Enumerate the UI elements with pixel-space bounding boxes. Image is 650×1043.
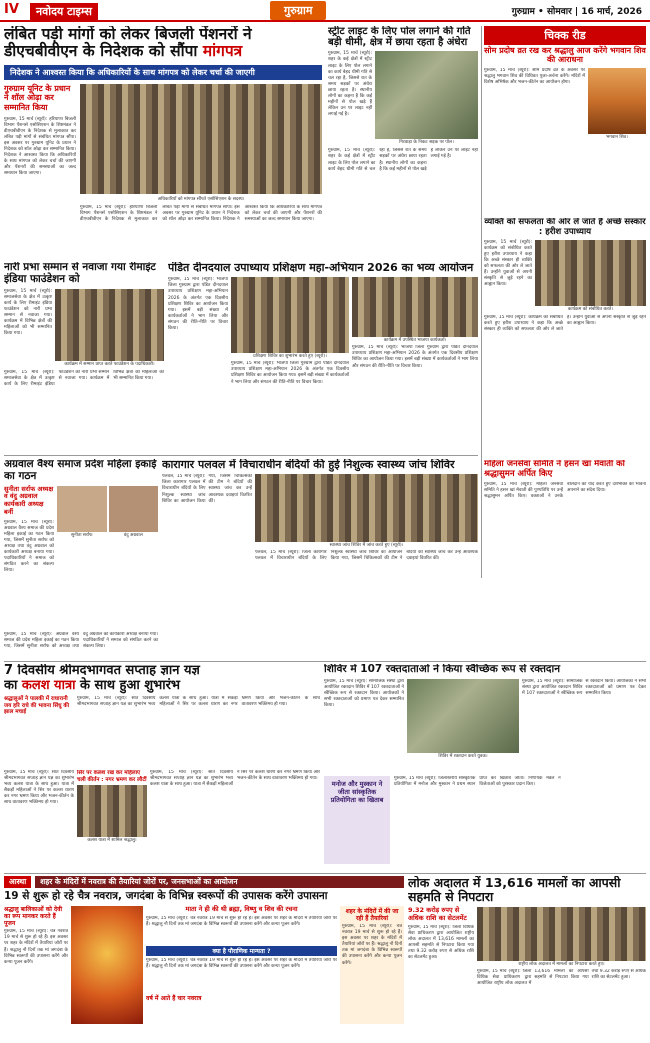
bhagwat-headline-2a: का [4, 677, 22, 693]
shiva-photo [588, 68, 646, 134]
pandit-body: गुरुग्राम, 15 मार्च (ब्यूरो): भाजपा जिला गुरुग्राम द्वारा पंडित दीनदयाल उपाध्याय प्रशिक्षण महा-अभियान 2026 के अंतर्गत एक दिवसीय प्रशिक्षण शिविर का आयोजन किया गया। इसमें बड़ी संख्या में कार्यकर्ताओं ने भाग लिया और संगठन की रीति-नीति पर विचार किया। [168, 277, 228, 331]
pandit-story [168, 262, 478, 452]
lead-story [4, 26, 322, 258]
pandit-body-3: गुरुग्राम, 15 मार्च (ब्यूरो): भाजपा जिला गुरुग्राम द्वारा पंडित दीनदयाल उपाध्याय प्रशिक्षण महा-अभियान 2026 के अंतर्गत एक दिवसीय प्रशिक्षण शिविर का आयोजन किया गया। इसमें बड़ी संख्या में कार्यकर्ताओं ने भाग लिया और संगठन की रीति-नीति पर विचार किया। [352, 345, 478, 369]
bhagwat-headline-2b: कलश यात्रा [21, 677, 76, 693]
navratra-body-2: गुरुग्राम, 15 मार्च (ब्यूरो): चैत्र नवरात्र 19 मार्च से शुरू हो रहे हैं। इस अवसर पर शहर के मंदिरों में तैयारियां जोरों पर हैं। श्रद्धालु नौ दिनों तक मां जगदंबा के विभिन्न स्वरूपों की उपासना करेंगे और कन्या पूजन करेंगे। [146, 915, 337, 927]
nari-body-continued: गुरुग्राम, 15 मार्च (ब्यूरो): समाजसेवा के क्षेत्र में उत्कृष्ट कार्य के लिए रीमाइंट इंडिया फाउंडेशन को नारी प्रभा सम्मान से नवाजा गया। कार्यक्रम में विभिन्न क्षेत्रों की महिलाओं को भी सम्मानित किया गया। [4, 369, 164, 387]
blood-body: गुरुग्राम, 15 मार्च (ब्यूरो): सामाजिक संस्था द्वारा आयोजित रक्तदान शिविर में 107 रक्तदाताओं ने स्वैच्छिक रूप से रक्तदान किया। आयोजकों ने सभी रक्तदाताओं को प्रमाण पत्र देकर सम्मानित किया। [324, 678, 404, 708]
navratra-bottom-kicker: वर्ष में आते हैं चार नवरात्र [146, 994, 202, 1002]
bhagwat-photo [77, 785, 147, 837]
vyakti-headline: व्यक्ति को सफलता की ओर ले जाते हैं अच्छे संस्कार : हरीश उपाध्याय [484, 218, 646, 237]
agarwal-headline: अग्रवाल वैश्य समाज प्रदेश महिला इकाई का गठन [4, 459, 157, 482]
blood-story [324, 664, 646, 774]
navratra-story [4, 876, 404, 1036]
lokadalat-photo [477, 907, 646, 961]
sunita-photo [57, 486, 107, 532]
karagar-headline: कारागार पलवल में विचाराधीन बंदियों की हुई निशुल्क स्वास्थ्य जांच शिविर [162, 459, 455, 471]
navratra-mid-head: माता ने ही की थी ब्रह्मा, विष्णु व शिव की रचना [185, 904, 298, 913]
divider [4, 455, 478, 456]
nari-body: गुरुग्राम, 15 मार्च (ब्यूरो): समाजसेवा के क्षेत्र में उत्कृष्ट कार्य के लिए रीमाइंट इंडिया फाउंडेशन को नारी प्रभा सम्मान से नवाजा गया। कार्यक्रम में विभिन्न क्षेत्रों की महिलाओं को भी सम्मानित किया गया। [4, 288, 52, 336]
divider [481, 26, 482, 578]
lead-headline-1: लंबित पड़ी मांगों को लेकर बिजली पेंशनरों ने [4, 26, 252, 43]
lead-photo-caption: अधिकारियों को मांगपत्र सौंपते एसोसिएशन के सदस्य। [157, 196, 245, 202]
divider [4, 873, 646, 874]
bhagwat-headline-2 [4, 679, 320, 694]
lead-sub-kicker: गुरुग्राम यूनिट के प्रधान ने शॉल ओढ़ा कर सम्मानित किया [4, 83, 71, 112]
streetlight-caption: गिरवाड़ा के निकट सड़क पर पोल। [399, 140, 454, 146]
vyakti-caption: कार्यक्रम को संबोधित करते। [567, 307, 614, 313]
chick-read-headline: सोम प्रदोष व्रत रख कर श्रद्धालु आज करेंगे भगवान शिव की आराधना [484, 46, 646, 64]
navratra-left-kicker: श्रद्धालु बालिकाओं को देवी का रूप मानकर करते हैं पूजन [4, 905, 63, 928]
streetlight-body: गुरुग्राम, 15 मार्च (ब्यूरो): शहर के कई क्षेत्रों में स्ट्रीट लाइट के लिए पोल लगाने का कार्य बेहद धीमी गति से चल रहा है, जिससे रात के समय सड़कों पर अंधेरा छाया रहता है। स्थानीय लोगों का कहना है कि कई महीनों से पोल खड़े हैं लेकिन उन पर लाइट नहीं लगाई गई है। [328, 51, 372, 117]
vyakti-body: गुरुग्राम, 15 मार्च (ब्यूरो): कार्यक्रम को संबोधित करते हुए हरीश उपाध्याय ने कहा कि अच्छे संस्कार ही व्यक्ति को सफलता की ओर ले जाते हैं। उन्होंने युवाओं से अपनी संस्कृति से जुड़े रहने का आह्वान किया। [484, 240, 532, 288]
lokadalat-kicker: 9.32 करोड़ रुपए से अधिक राशि का सेटलमेंट [408, 906, 467, 922]
agarwal-body-continued: गुरुग्राम, 15 मार्च (ब्यूरो): अग्रवाल वैश्य समाज की प्रदेश महिला इकाई का गठन किया गया, जिसमें सुनीता सर्राफ को अध्यक्ष तथा वंदु अग्रवाल को कार्यकारी अध्यक्ष बनाया गया। पदाधिकारियों ने समाज को संगठित करने का संकल्प लिया। [4, 631, 158, 649]
lokadalat-headline: लोक अदालत में 13,616 मामलों का आपसी सहमति से निपटारा [408, 876, 621, 904]
lead-body: गुरुग्राम, 15 मार्च (ब्यूरो): हरियाणा बिजली विभाग पेंशनर्स एसोसिएशन के शिष्टमंडल ने डीएचबीवीएन के निदेशक से मुलाकात कर लंबित पड़ी मांगों से संबंधित मांगपत्र सौंपा। इस अवसर पर गुरुग्राम यूनिट के प्रधान ने निदेशक को शॉल ओढ़ा कर सम्मानित किया। निदेशक ने आश्वस्त किया कि अधिकारियों के साथ मांगपत्र को लेकर चर्चा की जाएगी और पेंशनरों की समस्याओं का जल्द समाधान किया जाएगा। [4, 116, 76, 177]
lead-body-continued: गुरुग्राम, 15 मार्च (ब्यूरो): हरियाणा बिजली विभाग पेंशनर्स एसोसिएशन के शिष्टमंडल ने डीएचबीवीएन के निदेशक से मुलाकात कर लंबित पड़ी मांगों से संबंधित मांगपत्र सौंपा। इस अवसर पर गुरुग्राम यूनिट के प्रधान ने निदेशक को शॉल ओढ़ा कर सम्मानित किया। निदेशक ने आश्वस्त किया कि अधिकारियों के साथ मांगपत्र को लेकर चर्चा की जाएगी और पेंशनरों की समस्याओं का जल्द समाधान किया जाएगा। [80, 204, 322, 222]
lead-headline-2b: मांगपत्र [202, 42, 243, 61]
lead-headline-2 [4, 43, 322, 60]
section-badge: गुरुग्राम [270, 1, 326, 20]
manoj-badge: मनोज और मुस्कान ने जीता सांस्कृतिक प्रतियोगिता का खिताब [324, 776, 390, 864]
lead-strap: निदेशक ने आश्वस्त किया कि अधिकारियों के साथ मांगपत्र को लेकर चर्चा की जाएगी [4, 65, 322, 80]
navratra-tag: आस्था [4, 876, 31, 888]
nari-photo [55, 289, 164, 361]
chick-read-body: गुरुग्राम, 15 मार्च (ब्यूरो): सोम प्रदोष व्रत के अवसर पर श्रद्धालु भगवान शिव की विधिवत पूजा-अर्चना करेंगे। मंदिरों में विशेष अभिषेक और भजन-कीर्तन का आयोजन होगा। [484, 67, 585, 86]
lead-headline-2a: डीएचबीवीएन के निदेशक को सौंपा [4, 42, 203, 61]
navratra-band: शहर के मंदिरों में नवरात्र की तैयारियां जोरों पर, जनसभाओं का आयोजन [35, 876, 404, 888]
lokadalat-story [408, 876, 646, 1036]
lead-photo [80, 84, 322, 194]
streetlight-photo [375, 51, 478, 139]
sunita-caption: सुनीता सर्राफ [71, 532, 93, 538]
streetlight-body-continued: गुरुग्राम, 15 मार्च (ब्यूरो): शहर के कई क्षेत्रों में स्ट्रीट लाइट के लिए पोल लगाने का कार्य बेहद धीमी गति से चल रहा है, जिससे रात के समय सड़कों पर अंधेरा छाया रहता है। स्थानीय लोगों का कहना है कि कई महीनों से पोल खड़े हैं लेकिन उन पर लाइट नहीं लगाई गई है। [328, 148, 478, 172]
blood-headline: शिविर में 107 रक्तदाताओं ने किया स्वैच्छिक रूप से रक्तदान [324, 664, 561, 675]
shiva-caption: भगवान शिव। [606, 134, 628, 140]
pandit-caption-1: प्रशिक्षण शिविर का शुभारंभ करते हुए (ब्यूरो)। [253, 354, 327, 360]
blood-photo [407, 679, 519, 753]
streetlight-story [328, 26, 478, 258]
bhagwat-body: गुरुग्राम, 15 मार्च (ब्यूरो): सात दिवसीय श्रीमदभागवत सप्ताह ज्ञान यज्ञ का शुभारंभ भव्य कलश यात्रा के साथ हुआ। यात्रा में सैकड़ों महिलाओं ने सिर पर कलश धारण कर नगर भ्रमण किया और भजन-कीर्तन के साथ वातावरण भक्तिमय हो गया। [77, 696, 320, 708]
nari-caption: कार्यक्रम में सम्मान प्राप्त करते फाउंडेशन के पदाधिकारी। [64, 361, 155, 367]
karagar-photo [255, 474, 478, 542]
manoj-body: गुरुग्राम, 15 मार्च (ब्यूरो): जिलास्तरीय सांस्कृतिक प्रतियोगिता में मनोज और मुस्कान ने प्रथम स्थान प्राप्त कर खिताब जीता। निर्णायक मंडल ने विजेताओं को पुरस्कार प्रदान किए। [394, 776, 561, 788]
vandu-caption: वंदु अग्रवाल [123, 532, 143, 538]
navratra-body: गुरुग्राम, 15 मार्च (ब्यूरो): चैत्र नवरात्र 19 मार्च से शुरू हो रहे हैं। इस अवसर पर शहर के मंदिरों में तैयारियां जोरों पर हैं। श्रद्धालु नौ दिनों तक मां जगदंबा के विभिन्न स्वरूपों की उपासना करेंगे और कन्या पूजन करेंगे। [4, 929, 68, 965]
durga-image [71, 906, 143, 1024]
bhagwat-headline-1: 7 दिवसीय श्रीमदभागवत सप्ताह ज्ञान यज्ञ [4, 664, 200, 678]
navratra-headline: 19 से शुरू हो रहे चैत्र नवरात्र, जगदंबा के विभिन्न स्वरूपों की उपासक करेंगे उपासना [4, 890, 328, 902]
agarwal-sub: सुनीता सर्राफ अध्यक्ष व वंदु अग्रवाल कार्यकारी अध्यक्ष बनीं [4, 484, 54, 516]
bhagwat-story [4, 664, 320, 768]
navratra-temple-kicker: शहर के मंदिरों में की जा रही हैं तैयारियां [345, 907, 399, 922]
mahila-story [484, 460, 646, 578]
navratra-body-3: गुरुग्राम, 15 मार्च (ब्यूरो): चैत्र नवरात्र 19 मार्च से शुरू हो रहे हैं। इस अवसर पर शहर के मंदिरों में तैयारियां जोरों पर हैं। श्रद्धालु नौ दिनों तक मां जगदंबा के विभिन्न स्वरूपों की उपासना करेंगे और कन्या पूजन करेंगे। [146, 957, 337, 969]
lokadalat-body: गुरुग्राम, 15 मार्च (ब्यूरो): जिला विधिक सेवा प्राधिकरण द्वारा आयोजित राष्ट्रीय लोक अदालत में 13,616 मामलों का आपसी सहमति से निपटारा किया गया तथा 9.32 करोड़ रुपए से अधिक राशि का सेटलमेंट हुआ। [408, 924, 474, 960]
mahila-body: गुरुग्राम, 15 मार्च (ब्यूरो): महिला जनसेवा समिति ने हसन खां मेवाती की पुण्यतिथि पर उन्हें श्रद्धासुमन अर्पित किए। वक्ताओं ने उनके बलिदान को याद करते हुए देशभक्ति की भावना अपनाने का संदेश दिया। [484, 482, 646, 500]
pandit-caption-2: कार्यक्रम में उपस्थित भाजपा कार्यकर्ता। [383, 338, 447, 344]
blood-body-continued: गुरुग्राम, 15 मार्च (ब्यूरो): सामाजिक संस्था द्वारा आयोजित रक्तदान शिविर में 107 रक्तदाताओं ने स्वैच्छिक रूप से रक्तदान किया। आयोजकों ने सभी रक्तदाताओं को प्रमाण पत्र देकर सम्मानित किया। [522, 678, 646, 696]
pandit-headline: पंडित दीनदयाल उपाध्याय प्रशिक्षण महा-अभियान 2026 का भव्य आयोजन [168, 262, 474, 274]
blood-caption: शिविर में रक्तदान करते युवक। [438, 753, 488, 759]
manoj-story [324, 776, 646, 870]
streetlight-headline: स्ट्रीट लाइट के लिए पोल लगाने की गति बड़ी धीमी, क्षेत्र में छाया रहता है अंधेरा [328, 26, 471, 49]
karagar-body: पलवल, 15 मार्च (ब्यूरो): जिला कारागार पलवल में विचाराधीन बंदियों के लिए निशुल्क स्वास्थ्य जांच शिविर का आयोजन किया गया, जिसमें चिकित्सकों की टीम ने बंदियों की स्वास्थ्य जांच कर उन्हें आवश्यक दवाइयां वितरित कीं। [162, 474, 252, 504]
agarwal-story [4, 459, 158, 659]
vandu-photo [109, 486, 159, 532]
pandit-photo-1 [231, 277, 349, 353]
vyakti-body-continued: गुरुग्राम, 15 मार्च (ब्यूरो): कार्यक्रम को संबोधित करते हुए हरीश उपाध्याय ने कहा कि अच्छे संस्कार ही व्यक्ति को सफलता की ओर ले जाते हैं। उन्होंने युवाओं से अपनी संस्कृति से जुड़े रहने का आह्वान किया। [484, 315, 646, 333]
karagar-caption: स्वास्थ्य जांच शिविर में जांच करते हुए (ब्यूरो)। [329, 543, 404, 549]
chick-read-tag: चिक्क रीड [484, 26, 646, 45]
agarwal-body: गुरुग्राम, 15 मार्च (ब्यूरो): अग्रवाल वैश्य समाज की प्रदेश महिला इकाई का गठन किया गया, जिसमें सुनीता सर्राफ को अध्यक्ष तथा वंदु अग्रवाल को कार्यकारी अध्यक्ष बनाया गया। पदाधिकारियों ने समाज को संगठित करने का संकल्प लिया। [4, 519, 54, 574]
pandit-body-2: गुरुग्राम, 15 मार्च (ब्यूरो): भाजपा जिला गुरुग्राम द्वारा पंडित दीनदयाल उपाध्याय प्रशिक्षण महा-अभियान 2026 के अंतर्गत एक दिवसीय प्रशिक्षण शिविर का आयोजन किया गया। इसमें बड़ी संख्या में कार्यकर्ताओं ने भाग लिया और संगठन की रीति-नीति पर विचार किया। [231, 361, 349, 385]
navratra-mid-sub: क्या है पौराणिक मान्यता ? [146, 946, 337, 956]
bhagwat-body-2: गुरुग्राम, 15 मार्च (ब्यूरो): सात दिवसीय श्रीमदभागवत सप्ताह ज्ञान यज्ञ का शुभारंभ भव्य कलश यात्रा के साथ हुआ। यात्रा में सैकड़ों महिलाओं ने सिर पर कलश धारण कर नगर भ्रमण किया और भजन-कीर्तन के साथ वातावरण भक्तिमय हो गया। [4, 770, 74, 806]
nari-story [4, 262, 164, 452]
pandit-photo-2 [352, 277, 478, 337]
mahila-headline: महिला जनसेवा समिति ने हसन खां मेवाती को श्रद्धासुमन अर्पित किए [484, 460, 625, 479]
masthead [0, 0, 650, 22]
karagar-story [162, 459, 478, 659]
bhagwat-body-3: गुरुग्राम, 15 मार्च (ब्यूरो): सात दिवसीय श्रीमदभागवत सप्ताह ज्ञान यज्ञ का शुभारंभ भव्य कलश यात्रा के साथ हुआ। यात्रा में सैकड़ों महिलाओं ने सिर पर कलश धारण कर नगर भ्रमण किया और भजन-कीर्तन के साथ वातावरण भक्तिमय हो गया। [150, 770, 320, 788]
karagar-body-continued: पलवल, 15 मार्च (ब्यूरो): जिला कारागार पलवल में विचाराधीन बंदियों के लिए निशुल्क स्वास्थ्य जांच शिविर का आयोजन किया गया, जिसमें चिकित्सकों की टीम ने बंदियों की स्वास्थ्य जांच कर उन्हें आवश्यक दवाइयां वितरित कीं। [255, 550, 478, 562]
page-number: IV [4, 2, 19, 17]
bhagwat-headline-2c: के साथ हुआ शुभारंभ [75, 677, 181, 693]
newspaper-logo: नवोदय टाइम्स [30, 3, 98, 20]
bhagwat-photo-area [4, 770, 320, 870]
bhagwat-caption: कलश यात्रा में शामिल श्रद्धालु। [87, 838, 137, 844]
nari-headline: नारी प्रभा सम्मान से नवाजा गया रीमाइंट इंडिया फाउंडेशन को [4, 262, 156, 285]
navratra-body-4: गुरुग्राम, 15 मार्च (ब्यूरो): चैत्र नवरात्र 19 मार्च से शुरू हो रहे हैं। इस अवसर पर शहर के मंदिरों में तैयारियां जोरों पर हैं। श्रद्धालु नौ दिनों तक मां जगदंबा के विभिन्न स्वरूपों की उपासना करेंगे और कन्या पूजन करेंगे। [342, 924, 402, 966]
chick-read-story [484, 26, 646, 216]
lokadalat-body-continued: गुरुग्राम, 15 मार्च (ब्यूरो): जिला विधिक सेवा प्राधिकरण द्वारा आयोजित राष्ट्रीय लोक अदालत में 13,616 मामलों का आपसी सहमति से निपटारा किया गया तथा 9.32 करोड़ रुपए से अधिक राशि का सेटलमेंट हुआ। [477, 969, 646, 987]
bhagwat-side-3: सिर पर कलश रख कर महिलाएं चली कीर्तन : नगर भ्रमण कर लौटीं [77, 770, 147, 783]
divider [4, 661, 646, 662]
lokadalat-caption: राष्ट्रीय लोक अदालत में मामलों का निपटारा करते हुए। [518, 962, 605, 967]
bhagwat-side-1: श्रद्धालुओं ने पालकी में राधारानी जय हरि राधे की भावना सिंधु की झाल मचाई [4, 696, 70, 716]
vyakti-photo [535, 240, 646, 306]
date-line: गुरुग्राम • सोमवार | 16 मार्च, 2026 [511, 7, 642, 17]
vyakti-story [484, 218, 646, 458]
